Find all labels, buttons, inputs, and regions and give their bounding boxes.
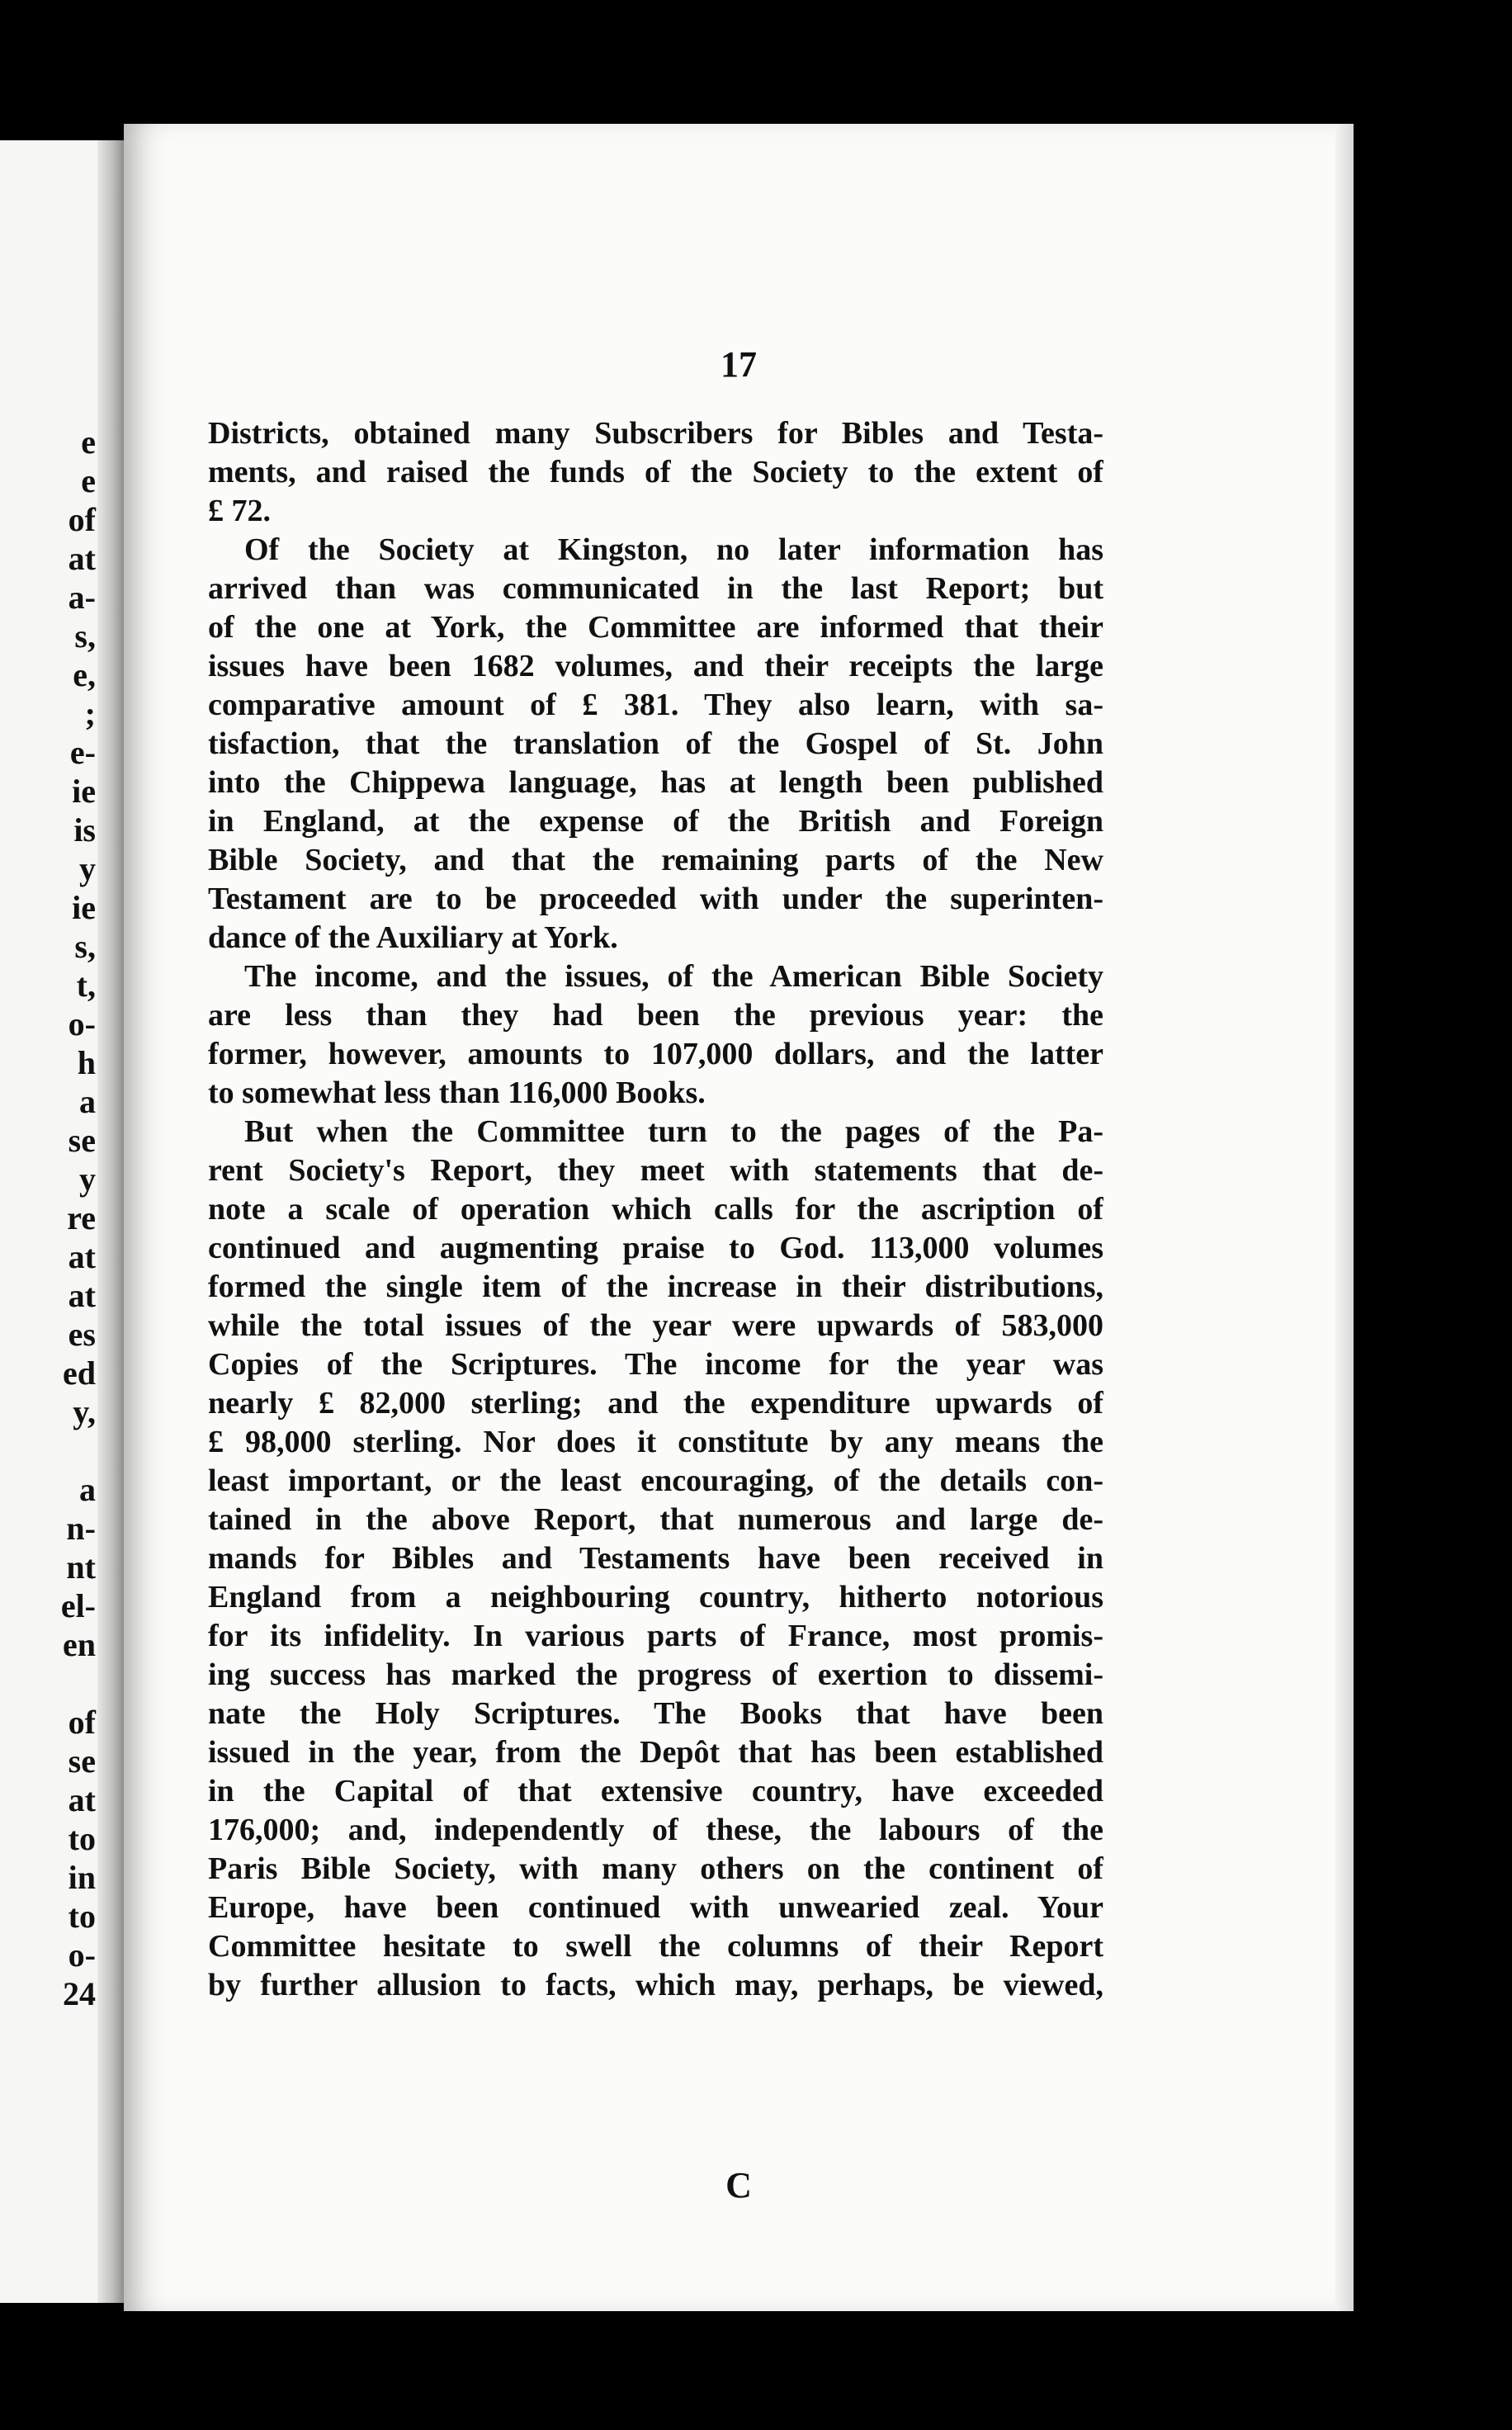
text-line: England from a neighbouring country, hitherto notorious bbox=[208, 1580, 1103, 1614]
text-line: formed the single item of the increase in their distributions, bbox=[208, 1269, 1103, 1304]
text-line: But when the Committee turn to the pages of the Pa- bbox=[244, 1114, 1103, 1149]
text-line: of the one at York, the Committee are informed that their bbox=[208, 610, 1103, 645]
signature-mark: C bbox=[725, 2165, 752, 2205]
fragment-line: ie bbox=[72, 773, 96, 810]
fragment-line: en bbox=[63, 1626, 96, 1663]
fragment-line: y bbox=[79, 1161, 96, 1198]
fragment-line: e bbox=[81, 462, 96, 499]
fragment-line: o- bbox=[68, 1936, 96, 1974]
fragment-line: t, bbox=[76, 967, 96, 1004]
text-line: while the total issues of the year were upwards of 583,000 bbox=[208, 1308, 1103, 1343]
fragment-line: h bbox=[77, 1044, 96, 1081]
fragment-line bbox=[0, 1431, 99, 1470]
text-line: rent Society's Report, they meet with statements that de- bbox=[208, 1153, 1103, 1188]
text-line: note a scale of operation which calls for the ascription of bbox=[208, 1192, 1103, 1227]
text-line: issues have been 1682 volumes, and their receipts the large bbox=[208, 649, 1103, 683]
fragment-line: at bbox=[68, 1238, 96, 1275]
text-line: by further allusion to facts, which may, perhaps, be viewed, bbox=[208, 1968, 1103, 2002]
fragment-line: e, bbox=[73, 656, 96, 693]
text-line: ing success has marked the progress of exertion to dissemi- bbox=[208, 1657, 1103, 1692]
fragment-line: to bbox=[68, 1820, 96, 1857]
text-line: Of the Society at Kingston, no later information has bbox=[244, 532, 1103, 567]
text-line: dance of the Auxiliary at York. bbox=[208, 920, 618, 955]
text-line: tained in the above Report, that numerous and large de- bbox=[208, 1502, 1103, 1537]
fragment-line: y bbox=[79, 850, 96, 887]
text-line: arrived than was communicated in the last Report; but bbox=[208, 571, 1103, 606]
fragment-line: at bbox=[68, 1781, 96, 1818]
fragment-line: re bbox=[67, 1199, 96, 1236]
fragment-line: at bbox=[68, 540, 96, 577]
text-line: into the Chippewa language, has at length been published bbox=[208, 765, 1103, 800]
fragment-line: e- bbox=[69, 734, 96, 771]
text-line: ments, and raised the funds of the Society to the extent of bbox=[208, 455, 1103, 489]
text-line: Testament are to be proceeded with under the superinten- bbox=[208, 882, 1103, 916]
fragment-line: es bbox=[68, 1316, 96, 1353]
fragment-line: a bbox=[79, 1471, 96, 1508]
text-line: Europe, have been continued with unwearied zeal. Your bbox=[208, 1890, 1103, 1925]
text-line: Copies of the Scriptures. The income for the year was bbox=[208, 1347, 1103, 1382]
fragment-line: ; bbox=[84, 695, 96, 732]
fragment-line: in bbox=[68, 1859, 96, 1896]
text-line: issued in the year, from the Depôt that has been established bbox=[208, 1735, 1103, 1770]
fragment-line: ie bbox=[72, 889, 96, 926]
text-line: comparative amount of £ 381. They also learn, with sa- bbox=[208, 688, 1103, 722]
fragment-line: n- bbox=[66, 1510, 96, 1547]
text-line: former, however, amounts to 107,000 dollars, and the latter bbox=[208, 1037, 1103, 1071]
previous-page-line-endings bbox=[0, 423, 99, 2013]
fragment-line bbox=[0, 1664, 99, 1703]
text-line: mands for Bibles and Testaments have been received in bbox=[208, 1541, 1103, 1576]
fragment-line: at bbox=[68, 1277, 96, 1314]
fragment-line: of bbox=[68, 501, 96, 538]
text-line: in England, at the expense of the British and Foreign bbox=[208, 804, 1103, 839]
fragment-line: is bbox=[73, 811, 96, 849]
fragment-line: s, bbox=[74, 617, 96, 655]
fragment-line: y, bbox=[73, 1393, 96, 1430]
page-edge bbox=[1335, 124, 1354, 2311]
fragment-line: el- bbox=[60, 1587, 96, 1624]
text-line: continued and augmenting praise to God. 113,000 volumes bbox=[208, 1231, 1103, 1265]
text-line: nearly £ 82,000 sterling; and the expenditure upwards of bbox=[208, 1386, 1103, 1421]
fragment-line: of bbox=[68, 1704, 96, 1741]
fragment-line: a- bbox=[68, 579, 96, 616]
fragment-line: s, bbox=[74, 928, 96, 965]
text-line: are less than they had been the previous year: the bbox=[208, 998, 1103, 1033]
text-line: 176,000; and, independently of these, the labours of the bbox=[208, 1813, 1103, 1847]
text-line: The income, and the issues, of the American Bible Society bbox=[244, 959, 1103, 994]
fragment-line: nt bbox=[66, 1548, 96, 1586]
fragment-line: ed bbox=[63, 1354, 96, 1392]
text-line: for its infidelity. In various parts of France, most promis- bbox=[208, 1619, 1103, 1653]
text-line: least important, or the least encouraging, of the details con- bbox=[208, 1463, 1103, 1498]
text-line: in the Capital of that extensive country, have exceeded bbox=[208, 1774, 1103, 1808]
text-line: £ 72. bbox=[208, 494, 271, 528]
previous-page-fragment bbox=[0, 140, 124, 2303]
document-page bbox=[124, 124, 1354, 2311]
text-line: Districts, obtained many Subscribers for Bibles and Testa- bbox=[208, 416, 1103, 451]
page-gutter-shadow bbox=[97, 140, 124, 2303]
text-line: to somewhat less than 116,000 Books. bbox=[208, 1076, 706, 1110]
page-number: 17 bbox=[721, 344, 757, 385]
text-line: £ 98,000 sterling. Nor does it constitute by any means the bbox=[208, 1425, 1103, 1459]
text-line: Bible Society, and that the remaining parts of the New bbox=[208, 843, 1103, 877]
fragment-line: 24 bbox=[63, 1975, 96, 2012]
text-line: Committee hesitate to swell the columns of their Report bbox=[208, 1929, 1103, 1964]
fragment-line: to bbox=[68, 1898, 96, 1935]
fragment-line: se bbox=[68, 1122, 96, 1159]
text-line: Paris Bible Society, with many others on the continent of bbox=[208, 1851, 1103, 1886]
body-text bbox=[208, 414, 1103, 2005]
fragment-line: o- bbox=[68, 1005, 96, 1042]
fragment-line: a bbox=[79, 1083, 96, 1120]
fragment-line: e bbox=[81, 423, 96, 461]
text-line: nate the Holy Scriptures. The Books that have been bbox=[208, 1696, 1103, 1731]
fragment-line: se bbox=[68, 1742, 96, 1780]
text-line: tisfaction, that the translation of the Gospel of St. John bbox=[208, 726, 1103, 761]
